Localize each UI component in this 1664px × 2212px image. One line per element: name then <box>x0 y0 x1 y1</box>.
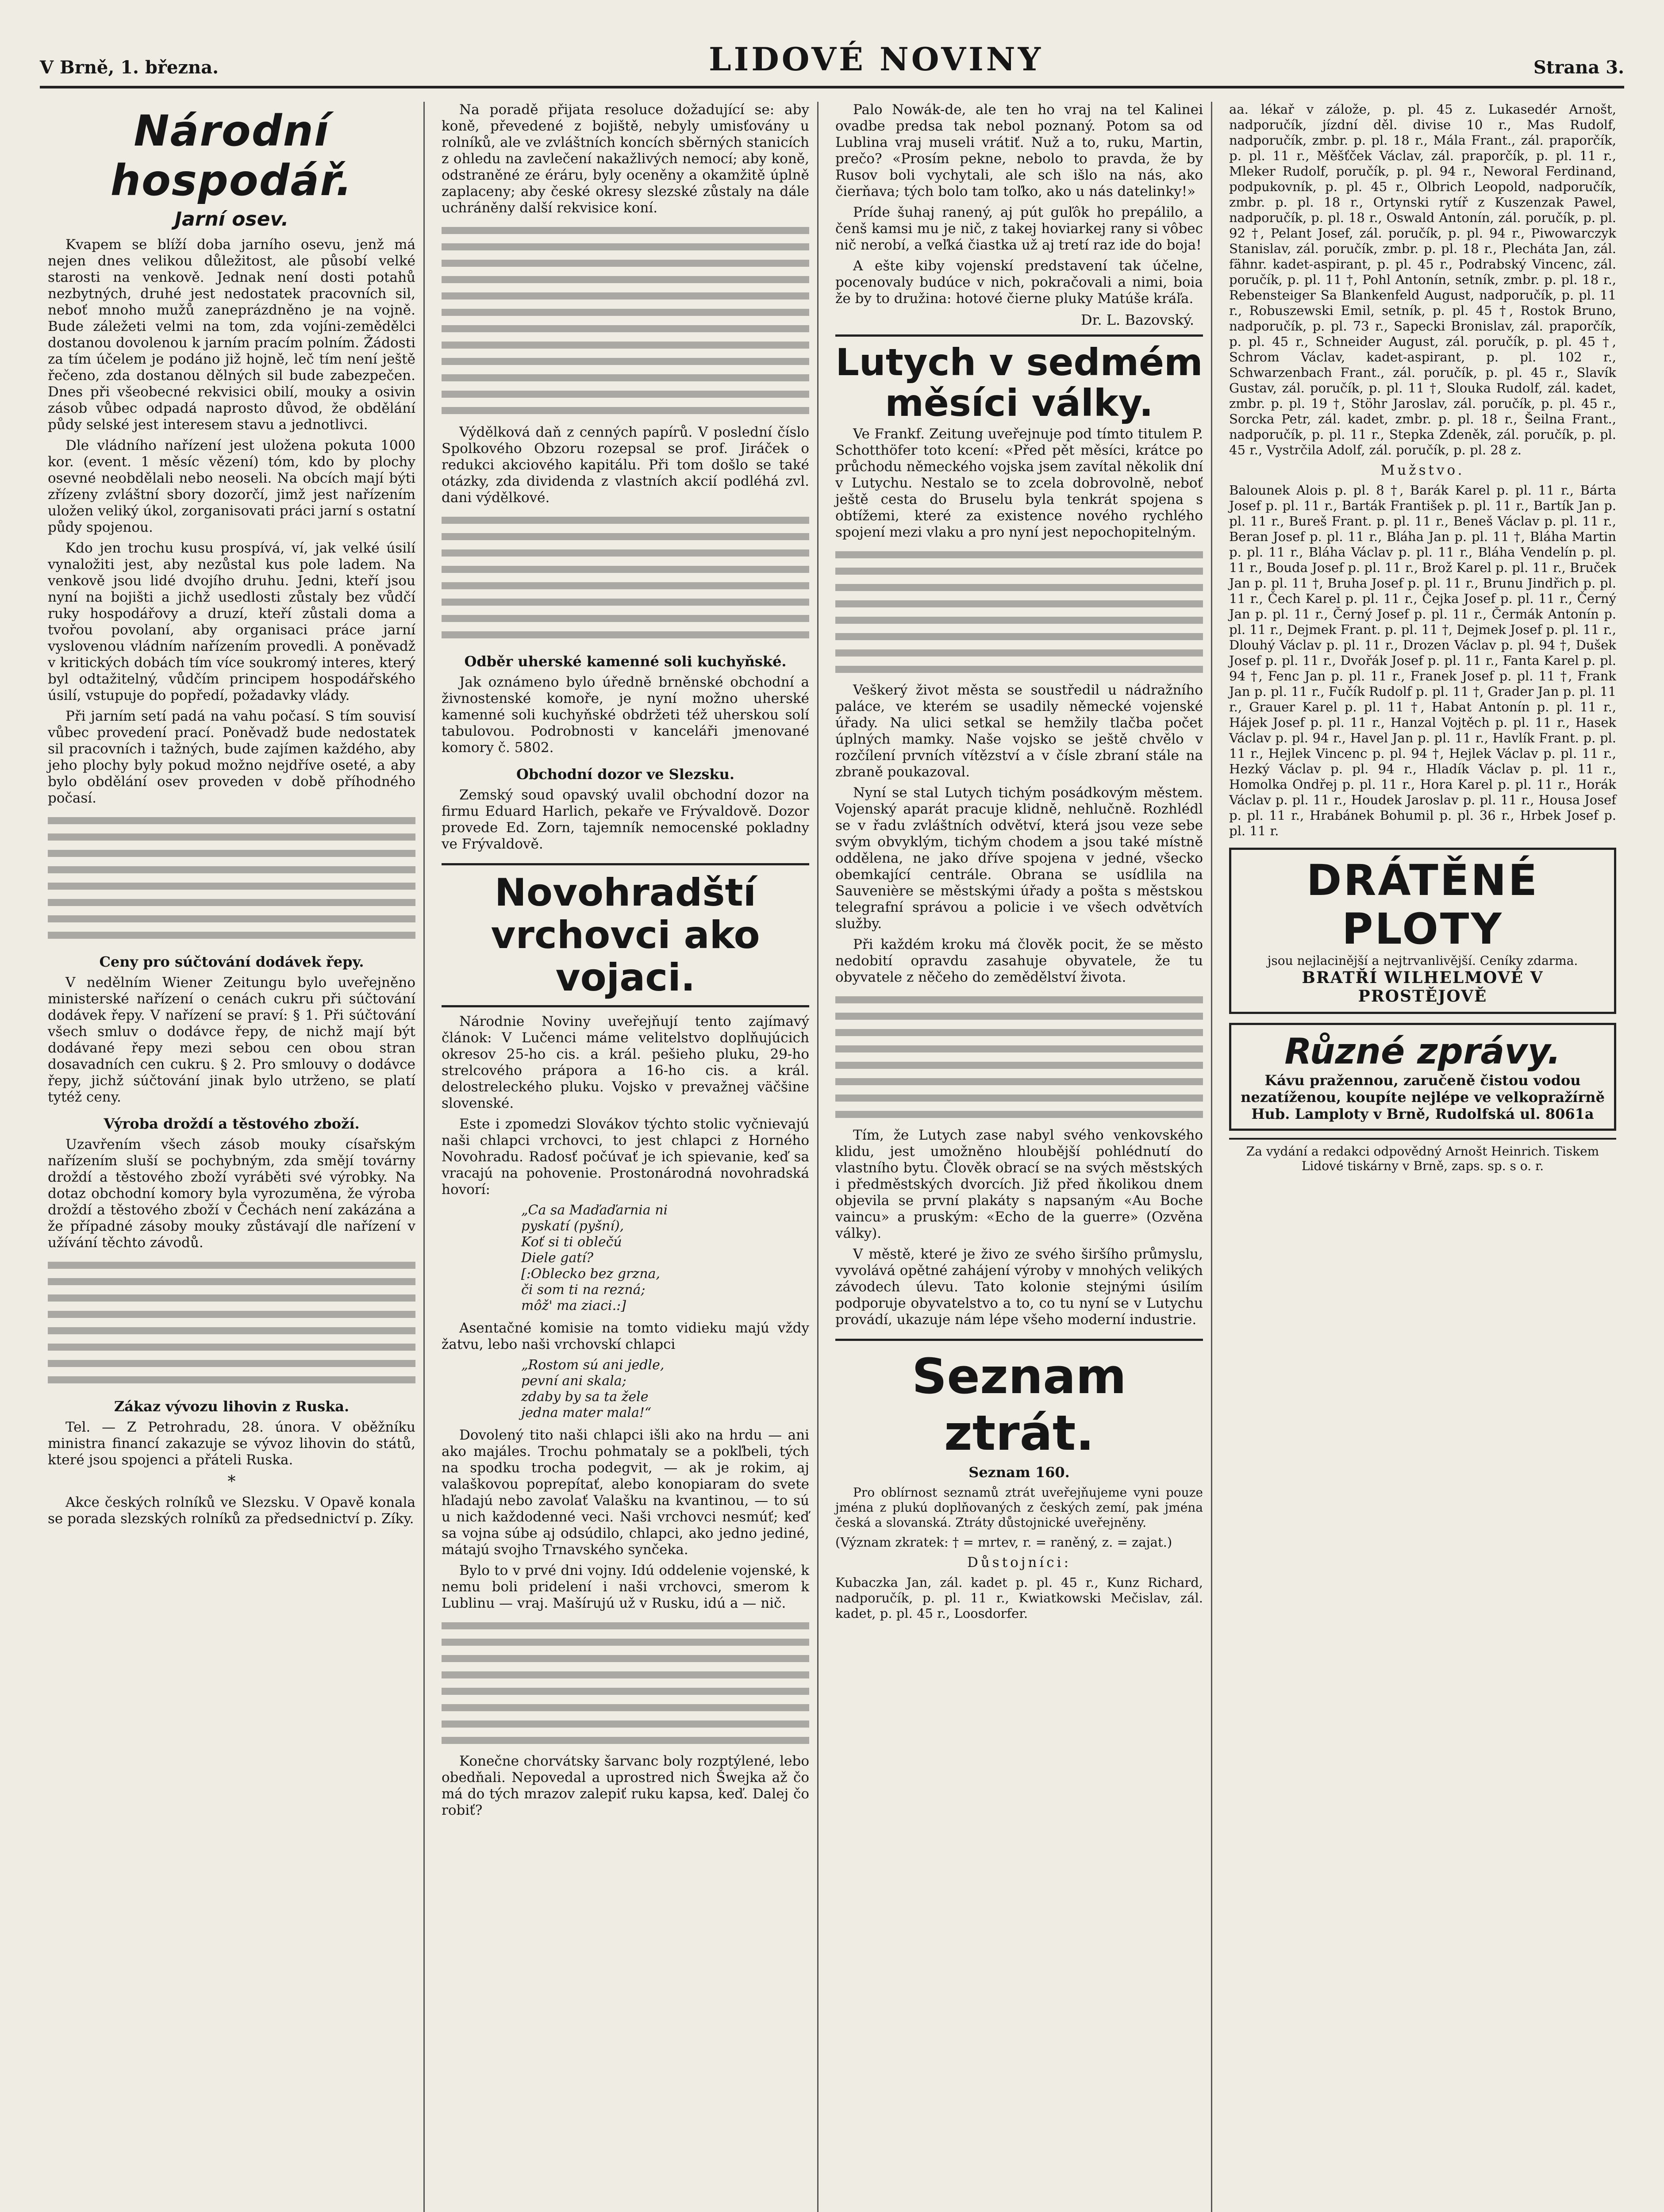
separator-asterisk: * <box>227 1473 236 1491</box>
casualty-entries: aa. lékař v zálože, p. pl. 45 z. Lukasedér Arnošt, nadporučík, jízdní děl. divise 10 r., Mas Rudolf, nadporučík, zmbr. p. pl. 18 r., Mála Frant., zál. praporčík, p. pl. 11 r., Měšťček Václav, zál. praporčík, p. pl. 11 r., Mleker Rudolf, poručík, p. pl. 94 r., Neworal Ferdinand, podpukovník, p. pl. 45 r., Olbrich Leopold, nadporučík, zmbr. p. pl. 18 r., Ortynski rytíř z Kuszenzak Pawel, nadporučík, p. pl. 18 r., Oswald Antonín, zál. poručík, p. pl. 92 †, Pelant Josef, zál. poručík, p. pl. 94 r., Piwowarczyk Stanislav, zál. poručík, zmbr. p. pl. 18 r., Plecháta Jan, zál. fähnr. kadet-aspirant, p. pl. 45 r., Podrabský Vincenc, zál. poručík, p. pl. 11 †, Pohl Antonín, setník, zmbr. p. pl. 18 r., Rebensteiger Sa Blankenfeld August, nadporučík, p. pl. 11 r., Robuszewski Emil, setník, p. pl. 45 †, Rostok Bruno, nadporučík, p. pl. 73 r., Sapecki Bronislav, zál. praporčík, p. pl. 45 r., Schneider August, zál. poručík, p. pl. 45 †, Schrom Václav, kadet-aspirant, p. pl. 102 r., Schwarzenbach Frant., zál. poručík, p. pl. 45 r., Slavík Gustav, zál. poručík, p. pl. 11 †, Slouka Rudolf, zál. kadet, zmbr. p. pl. 19 †, Stöhr Jaroslav, zál. poručík, p. pl. 45 r., Sorcka Petr, zál. kadet, zmbr. p. pl. 18 r., Šeilna Frant., nadporučík, p. pl. 11 r., Stepka Zdeněk, zál. poručík, p. pl. 45 r., Vystrčila Adolf, zál. poručík, p. pl. 28 z. <box>1229 102 1616 457</box>
column-4 <box>1221 102 1624 2212</box>
article-paragraph: Při každém kroku má člověk pocit, že se město nedobití opravdu zasahuje obyvatele, že tu obyvatele z něčeho do zemědělství života. <box>835 937 1203 985</box>
ad-text: Kávu pražennou, zaručeně čistou vodou nezatíženou, koupíte nejlépe ve velkopražírně Hub. Lamploty v Brně, Rudolfská ul. 8061a <box>1241 1072 1605 1122</box>
ad-title: Různé zprávy. <box>1284 1031 1561 1072</box>
article-paragraph: Jak oznámeno bylo úředně brněnské obchodní a živnostenské komoře, je nyní možno uherské kamenné soli kuchyňské obdržeti též uherskou solí tabulovou. Podrobnosti v kanceláři jmenované komory č. 5802. <box>442 674 809 756</box>
masthead <box>40 27 1624 88</box>
section-title-narodni-hospodar: Národní hospodář. <box>110 106 353 205</box>
article-paragraph: Palo Nowák-de, ale ten ho vraj na tel Kalinei ovadbe predsa tak nebol poznaný. Potom sa od Lublina vraj museli vrátiť. Nuž a to, ruku, Martin, prečo? «Prosím pekne, nebolo to pravda, že by Rusov boli vychytali, ale sch išlo na nás, ako čierňava; tých bolo tam toľko, ako u nás datelinky!» <box>835 102 1203 200</box>
column-3 <box>827 102 1212 2212</box>
rank-and-file-heading: Mužstvo. <box>1380 462 1465 478</box>
article-paragraph: V nedělním Wiener Zeitungu bylo uveřejněno ministerské nařízení o cenách cukru při súčtování dodávek řepy. V nařízení se praví: § 1. Při súčtování všech smluv o dodávce řepy, de nichž mají být dodávané řepy mezi sebou cen obou stran dosavadních cen cukru. § 2. Pro smlouvy o dodávce řepy, jichž súčtování jinak bylo utrženo, se platí tytéž ceny. <box>48 975 415 1105</box>
article-paragraph: Dle vládního nařízení jest uložena pokuta 1000 kor. (event. 1 měsíc vězení) tóm, kdo by plochy osevné neobdělali nebo neoseli. Na obcích mají býti zřízeny zvláštní sbory dozorčí, jimž jest nařízením uložen veliký úkol, zorganisovati práci jarní s ostatní půdy spojenou. <box>48 438 415 535</box>
date-line: V Brně, 1. března. <box>40 57 219 78</box>
text-lines-placeholder <box>442 221 809 420</box>
casualty-list-note: Pro oblírnost seznamů ztrát uveřejňujeme vyni pouze jména z plukú doplňovaných z českých zemí, pak jména česká a slovanská. Ztráty důstojnické uveřejněny. <box>835 1485 1203 1530</box>
article-paragraph: Veškerý život města se soustředil u nádražního paláce, ve kterém se usadily německé vojenské úřady. Na ulici setkal se hemžily tlačba počet úplných mamky. Naše vojsko se ještě chvělo v rozčílení prvních vítězství a v čísle zbraní stále na zbraně poukazoval. <box>835 682 1203 780</box>
article-paragraph: Ve Frankf. Zeitung uveřejnuje pod tímto titulem P. Schotthöfer toto kcení: «Před pět měsíci, krátce po průchodu německého vojska jsem zavítal několik dní v Lutychu. Nestalo se to zcela dobrovolně, neboť ještě cesta do Bruselu byla tenkrát spojena s obtížemi, které za existence nového rychlého spojení mezi vlaku a pro nyní jest nepochopitelným. <box>835 426 1203 540</box>
article-paragraph: Kdo jen trochu kusu prospívá, ví, jak velké úsilí vynaložiti jest, aby nezůstal kus pole ladem. Na venkově jsou lidé dvojího druhu. Jedni, kteří jsou nyní na bojišti a jichž usedlosti zůstaly bez vůdčí ruky hospodářovy a druzí, kteří zůstali doma a tvořou povolaní, aby organisaci práce jarní vyslovenou vládním nařízením provedli. A poněvadž v kritických dobách tím více soukromý interes, který byl odtažitelný, vůdčím principem hospodářského úsilí, vstupuje do popředí, požadavky vlády. <box>48 540 415 703</box>
article-paragraph: Akce českých rolníků ve Slezsku. V Opavě konala se porada slezských rolníků za předsednictví p. Zíky. <box>48 1494 415 1527</box>
article-paragraph: Kvapem se blíží doba jarního osevu, jenž má nejen dnes velikou důležitost, ale působí velké starosti na venkově. Jednak není dosti potahů nezbytných, druhé jest nedostatek pracovních sil, neboť mnoho mužů zaneprázdněno je na vojně. Bude záležeti velmi na tom, zda vojíni-zemědělci dostanou dovolenou k jarním pracím polním. Žádosti za tím účelem je podáno již hojně, leč tím není ještě řečeno, zda dostanou dělných sil bude zabezpečen. Dnes při všeobecné rekvisici obilí, mouky a osivin zásob vůbec odpadá naprosto důvod, že obdělání půdy selské jest interesem stavu a jednotlivci. <box>48 237 415 433</box>
text-lines-placeholder <box>835 545 1203 678</box>
ad-title: DRÁTĚNÉ PLOTY <box>1306 856 1539 954</box>
folk-song-verse: „Rostom sú ani jedle, pevní ani skala; zdaby by sa ta žele jedna mater mala!“ <box>521 1357 665 1421</box>
article-paragraph: Tel. — Z Petrohradu, 28. února. V oběžníku ministra financí zakazuje se vývoz lihovin do států, které jsou spojenci a přáteli Ruska. <box>48 1419 415 1468</box>
column-1 <box>40 102 425 2212</box>
article-paragraph: Uzavřením všech zásob mouky císařským nařízením sluší se pochybným, zda smějí továrny droždí a těstového zboží vyráběti své výrobky. Na dotaz obchodní komory byla vyrozuměna, že výroba droždí a těstového zboží v Čechách není zakázána a že případné zásoby mouky zůstávají dle nařízení v užívání těchto závodů. <box>48 1137 415 1251</box>
article-paragraph: Príde šuhaj ranený, aj pút guľôk ho prepálilo, a čenš kamsi mu je nič, z takej hoviarkej rany si vôbec nič nerobí, a veľká čiastka už aj tretí raz ide do boja! <box>835 204 1203 253</box>
column-2 <box>434 102 819 2212</box>
article-title-uherska-sul: Odběr uherské kamenné soli kuchyňské. <box>464 653 787 670</box>
article-title-novohradsti-vrchovci: Novohradští vrchovci ako vojaci. <box>442 863 809 1007</box>
newspaper-title: LIDOVÉ NOVINY <box>708 40 1044 78</box>
text-lines-placeholder <box>442 511 809 643</box>
casualty-legend: (Význam zkratek: † = mrtev, r. = raněný, z. = zajat.) <box>835 1535 1172 1550</box>
casualty-list-number: Seznam 160. <box>968 1464 1070 1481</box>
article-paragraph: Konečne chorvátsky šarvanc boly rozptýlené, lebo obedňali. Nepovedal a uprostred nich Šwejka až čo má do tých mrazov zalepiť ruku kapsa, keď. Dalej čo robiť? <box>442 1753 809 1818</box>
article-title-obchodni-dozor: Obchodní dozor ve Slezsku. <box>516 766 734 783</box>
article-title-jarni-osev: Jarní osev. <box>174 208 289 230</box>
article-paragraph: Zemský soud opavský uvalil obchodní dozor na firmu Eduard Harlich, pekaře ve Frývaldově. Dozor provede Ed. Zorn, tajemník nemocenské pokladny ve Frývaldově. <box>442 787 809 852</box>
article-paragraph: V městě, které je živo ze svého širšího průmyslu, vyvolává opětné zahájení výroby v mnohých velikých závodech úlevu. Tato kolonie stejnými úsilím podporuje obyvatelstvo a to, co tu nyní se v Lutychu provádí, ukazuje nám lépe všeho moderní industrie. <box>835 1246 1203 1328</box>
article-paragraph: Este i zpomedzi Slovákov týchto stolic vyčnievajú naši chlapci vrchovci, to jest chlapci z Horného Novohradu. Radosť počúvať je ich spievanie, keď sa vracajú na pohovenie. Prostonárodná novohradská hovorí: <box>442 1116 809 1198</box>
article-paragraph: Tím, že Lutych zase nabyl svého venkovského klidu, jest umožněno hloubější pohlédnutí do vlastního bytu. Člověk obrací se na svých městských i předměstských dvorcích. Již před ňkolikou dnem objevila se první plakáty s napsaným «Au Boche vaincu» a pruským: «Echo de la guerre» (Ozvěna války). <box>835 1127 1203 1241</box>
text-lines-placeholder <box>48 811 415 944</box>
article-title-ceny: Ceny pro súčtování dodávek řepy. <box>99 953 364 970</box>
article-paragraph: Výdělková daň z cenných papírů. V poslední číslo Spolkového Obzoru rozepsal se prof. Jiráček o redukci akciového kapitálu. Při tom došlo se také otázky, zda dividenda z vlastních akcií podléhá zvl. dani výdělkové. <box>442 424 809 506</box>
ad-company: BRATŘÍ WILHELMOVÉ V PROSTĚJOVĚ <box>1302 968 1544 1006</box>
article-title-lutych: Lutych v sedmém měsíci války. <box>835 334 1203 423</box>
article-paragraph: Asentačné komisie na tomto vidieku majú vždy žatvu, lebo naši vrchovskí chlapci <box>442 1320 809 1352</box>
casualty-entries: Kubaczka Jan, zál. kadet p. pl. 45 r., Kunz Richard, nadporučík, p. pl. 11 r., Kwiatkowski Mečislav, zál. kadet, p. pl. 45 r., Loosdorfer. <box>835 1575 1203 1621</box>
casualty-entries: Balounek Alois p. pl. 8 †, Barák Karel p. pl. 11 r., Bárta Josef p. pl. 11 r., Barták František p. pl. 11 r., Bartík Jan p. pl. 11 r., Bureš Frant. p. pl. 11 r., Beneš Václav p. pl. 11 r., Beran Josef p. pl. 11 r., Bláha Jan p. pl. 11 †, Bláha Martin p. pl. 11 r., Bláha Václav p. pl. 11 r., Bláha Vendelín p. pl. 11 r., Bouda Josef p. pl. 11 r., Brož Karel p. pl. 11 r., Bruček Jan p. pl. 11 †, Bruha Josef p. pl. 11 r., Brunu Jindřich p. pl. 11 r., Čech Karel p. pl. 11 r., Čejka Josef p. pl. 11 r., Černý Jan p. pl. 11 r., Černý Josef p. pl. 11 r., Čermák Antonín p. pl. 11 r., Dejmek Frant. p. pl. 11 †, Dejmek Josef p. pl. 11 r., Dlouhý Václav p. pl. 11 r., Drozen Václav p. pl. 94 †, Dušek Josef p. pl. 11 r., Dvořák Josef p. pl. 11 r., Fanta Karel p. pl. 94 †, Fenc Jan p. pl. 11 r., Franek Josef p. pl. 11 †, Frank Jan p. pl. 11 r., Fučík Rudolf p. pl. 11 †, Grader Jan p. pl. 11 r., Grauer Karel p. pl. 11 †, Habat Antonín p. pl. 11 r., Hájek Josef p. pl. 11 r., Hanzal Vojtěch p. pl. 11 r., Hasek Václav p. pl. 94 r., Havel Jan p. pl. 11 r., Havlík Frant. p. pl. 11 r., Hejlek Vincenc p. pl. 94 †, Hejlek Václav p. pl. 11 r., Hezký Václav p. pl. 94 r., Hladík Václav p. pl. 11 r., Homolka Ondřej p. pl. 11 r., Hora Karel p. pl. 11 r., Horák Václav p. pl. 11 r., Houdek Jaroslav p. pl. 11 r., Housa Josef p. pl. 11 r., Hrabánek Bohumil p. pl. 36 r., Hrbek Josef p. pl. 11 r. <box>1229 483 1616 838</box>
folk-song-verse: „Ca sa Maďaďarnia ni pyskatí (pyšní), Koť si ti oblečú Diele gatí? [:Oblecko bez grzna, či som ti na rezná; môž' ma ziaci.:] <box>521 1202 668 1313</box>
article-title-vyroba: Výroba droždí a těstového zboží. <box>104 1115 360 1132</box>
article-paragraph: Na poradě přijata resoluce dožadující se: aby koně, převedené z bojiště, nebyly umisťovány u rolníků, ale ve zvláštních koncích sběrných stanicích z ohledu na zavlečení nakažlivých nemocí; aby koně, odstraněné ze éráru, byly oceněny a okamžitě úplně zaplaceny; aby české okresy slezské zůstaly na dále uchráněny další rekvisice koní. <box>442 102 809 216</box>
article-paragraph: Při jarním setí padá na vahu počasí. S tím souvisí vůbec provedení prací. Poněvadž bude nedostatek sil pracovních i tažných, bude zajímen každého, aby jeho plochy byly pokud možno nejdříve oseté, a aby bylo obdělání osev proveden v době příhodného počasí. <box>48 708 415 806</box>
article-paragraph: A ešte kiby vojenskí predstavení tak účelne, pocenovaly budúce v nich, pokračovali a nimi, boia že by to družina: hotové čierne pluky Matúše kráľa. <box>835 258 1203 307</box>
page-number: Strana 3. <box>1533 57 1624 78</box>
text-lines-placeholder <box>835 990 1203 1123</box>
imprint-line: Za vydání a redakci odpovědný Arnošt Heinrich. Tiskem Lidové tiskárny v Brně, zaps. sp. s o. r. <box>1229 1138 1616 1173</box>
article-paragraph: Dovolený tito naši chlapci išli ako na hrdu — ani ako majáles. Trochu pohmataly se a pokľbeli, tých na spodku trocha podegvit, — ak je rokim, aj valaškovou poprepítať, alebo konopiaram do svete hľadajú nebo zavolať Valašku na kvantinou, — to sú u nich každodenné veci. Naši vrchovci nesmúť; keď sa vojna súbe aj odsúdilo, chlapci, ako jedno jediné, mátajú svojho Trnavského synčeka. <box>442 1427 809 1558</box>
advertisement-ruzne-zpravy <box>1229 1023 1616 1131</box>
officers-heading: Důstojníci: <box>967 1555 1072 1571</box>
article-title-zakaz: Zákaz vývozu lihovin z Ruska. <box>114 1398 350 1415</box>
article-paragraph: Národnie Noviny uveřejňují tento zajímavý článok: V Lučenci máme velitelstvo doplňujúcich okresov 25-ho cis. a král. pešieho pluku, 29-ho strelcového prápora a 16-ho cis. a král. delostreleckého pluku. Vojsko v prevažnej väčšine slovenské. <box>442 1014 809 1111</box>
article-paragraph: Bylo to v prvé dni vojny. Idú oddelenie vojenské, k nemu boli pridelení i naši vrchovci, smerom k Lublinu — vraj. Mašírujú už v Rusku, idú a — nič. <box>442 1563 809 1611</box>
ad-text: jsou nejlacinější a nejtrvanlivější. Ceníky zdarma. <box>1267 953 1578 968</box>
advertisement-dratene-ploty <box>1229 848 1616 1014</box>
text-lines-placeholder <box>48 1256 415 1388</box>
text-lines-placeholder <box>442 1616 809 1749</box>
section-title-seznam-ztrat: Seznam ztrát. <box>835 1339 1203 1461</box>
article-paragraph: Nyní se stal Lutych tichým posádkovým městem. Vojenský aparát pracuje klidně, nehlučně. Rozhlédl se v řadu zvláštních odvětví, která jsou veze sebe svým obvyklým, tichým chodem a jsou také místně oddělena, ne jako dříve spojena v jedné, všecko obemkající centrále. Obrana se usídlila na Sauvenière se městskými úřady a pošta s městskou telegrafní správou a policie i ve všech odvětvích služby. <box>835 785 1203 932</box>
author-signature: Dr. L. Bazovský. <box>1081 311 1194 328</box>
